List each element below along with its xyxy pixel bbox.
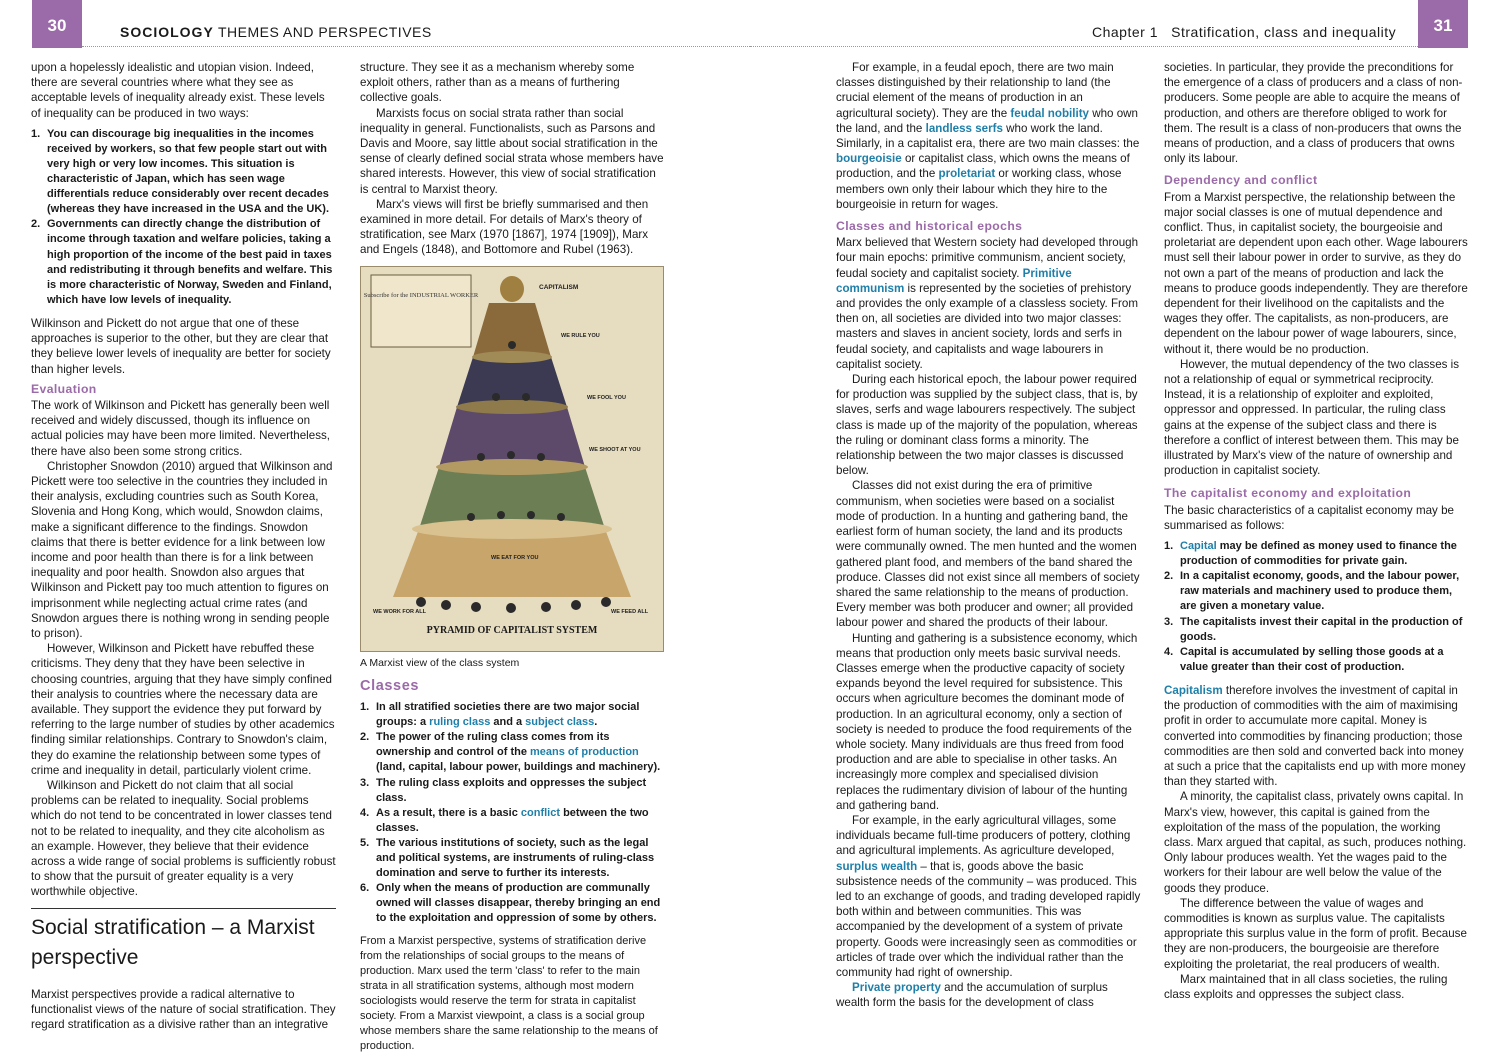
list-item: 2. In a capitalist economy, goods, and the labour power, raw materials and machinery used to produce them, are given a monetary value.	[1164, 570, 1460, 613]
poster-title: PYRAMID OF CAPITALIST SYSTEM	[426, 624, 598, 636]
numbered-list	[31, 127, 336, 308]
paragraph: The basic characteristics of a capitalist economy may be summarised as follows:	[1164, 503, 1454, 532]
pyramid-poster-image	[360, 266, 664, 652]
paragraph: Marx maintained that in all class societies, the ruling class exploits and oppresses the subject class.	[1164, 972, 1448, 1001]
paragraph: Wilkinson and Pickett do not claim that all social problems can be related to inequality. Social problems which do not tend to be concentrated in lower classes tend not to be related to inequality, and they cite alcoholism as an example. However, they believe that their evidence across a wide range of social problems is sufficiently robust to show that the pursuit of greater equality is a very worthwhile objective.	[31, 779, 336, 899]
paragraph: From a Marxist perspective, the relationship between the major social classes is one of mutual dependence and conflict. Thus, in capitalist society, the bourgeoisie and proletariat are dependent upon each other. Wage labourers must sell their labour power in order to survive, as they do not own a part of the means of production and lack the means to produce goods independently. They are therefore dependent for their livelihood on the capitalists and the wages they offer. The capitalists, as non-producers, are dependent on the labour power of wage labourers, since, without it, there would be no production.	[1164, 190, 1468, 356]
section-title: Social stratification – a Marxist perspective	[31, 908, 336, 973]
header-title: Stratification, class and inequality	[1171, 24, 1397, 40]
key-term: feudal nobility	[1010, 106, 1090, 120]
header-rule	[82, 46, 750, 47]
pyramid-illustration	[361, 267, 663, 651]
paragraph: The difference between the value of wages and commodities is known as surplus value. The capitalists appropriate this surplus value in the form of profit. Because they are non-producers, the bourgeoisie are therefore exploiting the proletariat, the real producers of wealth.	[1164, 896, 1467, 971]
paragraph: Classes did not exist during the era of primitive communism, when societies were based on a socialist mode of production. In a hunting and gathering band, the earliest form of human society, the land and its products were communally owned. The men hunted and the women gathered plant food, and members of the band shared the produce. Classes did not exist since all members of society shared the same relationship to the means of production. Every member was both producer and owner; all provided labour power and shared the products of their labour.	[836, 479, 1140, 630]
paragraph: However, Wilkinson and Pickett have rebuffed these criticisms. They deny that they have been selective in choosing countries, arguing that they have simply confined their analysis to countries where the necessary data are available. They support the evidence they put forward by referring to the large number of studies by other academics finding similar relationships. Contrary to Snowdon's claim, they do examine the relationship between some types of crime and inequality in detail, particularly violent crime.	[31, 642, 335, 777]
paragraph: For example, in a feudal epoch, there are two main classes distinguished by their relationship to land (the crucial element of the means of production in an agricultural society). They are the feudal nobility who own the land, and the landless serfs who work the land. Similarly, in a capitalist era, there are two main classes: the bourgeoisie or capitalist class, which owns the means of production, and the proletariat or working class, whose members own only their labour which they hire to the bourgeoisie in return for wages.	[836, 61, 1140, 211]
page-number: 31	[1418, 0, 1468, 48]
header-rule	[750, 46, 1418, 47]
paragraph: Private property and the accumulation of surplus wealth form the basis for the development of class	[836, 981, 1108, 1010]
right-column-2	[1164, 60, 1470, 1002]
poster-capitalism-label: CAPITALISM	[539, 283, 579, 291]
key-term: Capitalism	[1164, 683, 1223, 697]
poster-we-fool-label: WE FOOL YOU	[587, 394, 626, 401]
list-item: 1. You can discourage big inequalities in the incomes received by workers, so that few people start out with very high or very low incomes. This situation is characteristic of Japan, which has seen wage differentials reduce considerably over recent decades (whereas they have increased in the USA and the UK).	[31, 127, 330, 216]
paragraph: Hunting and gathering is a subsistence economy, which means that production only meets basic survival needs. Classes emerge when the productive capacity of society expands beyond the level required for subsistence. This occurs when agriculture becomes the dominant mode of production. In an agricultural economy, only a section of society is needed to produce the food requirements of the whole society. Many individuals are thus freed from food production and are able to specialise in other tasks. An increasingly more complex and specialised division replaces the rudimentary division of labour of the hunting and gathering band.	[836, 631, 1138, 812]
key-term: surplus wealth	[836, 859, 918, 873]
subheading-dependency: Dependency and conflict	[1164, 173, 1318, 188]
numbered-list	[1164, 539, 1470, 675]
paragraph: The work of Wilkinson and Pickett has generally been well received and widely discussed, though its influence on actual policies may have been more limited. Nevertheless, there have also been some strong critics.	[31, 398, 331, 458]
list-item: 3. The ruling class exploits and oppresses the subject class.	[360, 776, 647, 804]
poster-we-eat-label: WE EAT FOR YOU	[491, 554, 539, 561]
right-column-1	[836, 60, 1141, 1011]
subheading-capitalist-economy: The capitalist economy and exploitation	[1164, 486, 1412, 501]
key-term: Capital	[1180, 540, 1217, 553]
header-rest: THEMES AND PERSPECTIVES	[217, 24, 432, 40]
list-item: 4. Capital is accumulated by selling those goods at a value greater than their cost of production.	[1164, 645, 1444, 673]
paragraph: Christopher Snowdon (2010) argued that Wilkinson and Pickett were too selective in the countries they included in their analysis, excluding countries such as South Korea, Slovenia and Hong Kong, which would, Snowdon claims, make a significant difference to the findings. Snowdon claims that there is better evidence for a link between low income and poor health than there is for a link between inequality and poor health. Snowdon also argues that Wilkinson and Pickett pay too much attention to figures on imprisonment while neglecting actual crime rates (and Snowdon argues there is nothing wrong in sending people to prison).	[31, 459, 333, 640]
key-term: Private property	[852, 981, 941, 995]
right-page	[750, 0, 1500, 1035]
header-bold: SOCIOLOGY	[120, 24, 214, 40]
key-term: proletariat	[938, 167, 996, 181]
poster-banner-text: Subscribe for the INDUSTRIAL WORKER	[363, 291, 479, 299]
paragraph: Marx believed that Western society had developed through four main epochs: primitive communism, ancient society, feudal society and capitalist society. Primitive communism is represented by the societies of prehistory and provides the only example of a classless society. From then on, all societies are divided into two major classes: masters and slaves in ancient society, lords and serfs in feudal society, and capitalists and wage labourers in capitalist society.	[836, 236, 1139, 371]
figure-caption: A Marxist view of the class system	[360, 656, 520, 669]
left-page	[0, 0, 750, 1053]
paragraph: Marxists focus on social strata rather than social inequality in general. Functionalists, such as Parsons and Davis and Moore, say little about social stratification in the sense of clearly defined social strata whose members have shared interests. However, this view of social stratification is central to Marxist theory.	[360, 106, 664, 196]
paragraph: A minority, the capitalist class, privately owns capital. In Marx's view, however, this capital is gained from the exploitation of the mass of the population, the working class. Marx argued that capital, as such, produces nothing. Only labour produces wealth. Yet the wages paid to the workers for their labour are well below the value of the goods they produce.	[1164, 790, 1467, 895]
running-header	[120, 24, 432, 40]
poster-we-feed-label: WE FEED ALL	[611, 608, 649, 615]
key-term: bourgeoisie	[836, 152, 902, 166]
paragraph: Wilkinson and Pickett do not argue that one of these approaches is superior to the other, but they are clear that they believe lower levels of inequality are better for society than higher levels.	[31, 316, 331, 376]
left-column-2	[360, 60, 664, 1054]
page-number: 30	[32, 0, 82, 48]
paragraph: During each historical epoch, the labour power required for production was supplied by the subject class, that is, by slaves, serfs and wage labourers respectively. The subject class is made up of the majority of the population, whereas the ruling or dominant class forms a minority. The relationship between the two major classes is discussed below.	[836, 373, 1138, 478]
paragraph: Marxist perspectives provide a radical alternative to functionalist views of the nature of social stratification. They regard stratification as a divisive rather than an integrative	[31, 987, 336, 1032]
key-term: means of production	[530, 746, 639, 759]
numbered-list	[360, 700, 664, 926]
paragraph: Marx's views will first be briefly summarised and then examined in more detail. For details of Marx's theory of stratification, see Marx (1970 [1867], 1974 [1909]), Marx and Engels (1848), and Bottomore and Rubel (1963).	[360, 197, 649, 257]
heading-classes: Classes	[360, 677, 420, 694]
paragraph: From a Marxist perspective, systems of stratification derive from the relationships of social groups to the means of production. Marx used the term 'class' to refer to the main strata in all stratification systems, although most modern sociologists would reserve the term for strata in capitalist society. From a Marxist viewpoint, a class is a social group whose members share the same relationship to the means of production.	[360, 935, 658, 1053]
key-term: ruling class	[429, 716, 491, 729]
key-term: Primitive communism	[836, 266, 1072, 295]
subheading-evaluation: Evaluation	[31, 381, 97, 396]
list-item: 6. Only when the means of production are communally owned will classes disappear, thereby bringing an end to the exploitation and oppression of some by others.	[360, 882, 661, 925]
poster-we-shoot-label: WE SHOOT AT YOU	[589, 446, 641, 453]
paragraph: For example, in the early agricultural villages, some individuals became full-time producers of pottery, clothing and agricultural implements. As agriculture developed, surplus wealth – that is, goods above the basic subsistence needs of the community – was produced. This led to an exchange of goods, and trading developed rapidly both within and between communities. This was accompanied by the development of a system of private property. Goods were increasingly seen as commodities or articles of trade over which the individual rather than the community had right of ownership.	[836, 813, 1141, 979]
paragraph: However, the mutual dependency of the two classes is not a relationship of equal or symmetrical reciprocity. Instead, it is a relationship of exploiter and exploited, oppressor and oppressed. In particular, the ruling class gains at the expense of the subject class and there is therefore a conflict of interest between them. This may be illustrated by Marx's view of the nature of ownership and production in capitalist society.	[1164, 357, 1460, 478]
list-item: 1. Capital may be defined as money used to finance the production of commodities for private gain.	[1164, 540, 1457, 568]
paragraph: Capitalism therefore involves the investment of capital in the production of commodities with the aim of maximising profit in order to accumulate more capital. Money is converted into commodities by financing production; those commodities are then sold and converted back into money at such a price that the capitalists end up with more money than they started with.	[1164, 683, 1466, 789]
key-term: subject class	[525, 716, 595, 729]
poster-we-rule-label: WE RULE YOU	[561, 332, 600, 339]
header-chapter: Chapter 1	[1092, 24, 1158, 40]
poster-we-work-label: WE WORK FOR ALL	[373, 608, 426, 615]
list-item: 3. The capitalists invest their capital in the production of goods.	[1164, 615, 1463, 643]
list-item: 4. As a result, there is a basic conflict between the two classes.	[360, 806, 649, 834]
key-term: conflict	[520, 806, 561, 819]
paragraph: structure. They see it as a mechanism whereby some exploit others, rather than as a means of furthering collective goals.	[360, 61, 635, 105]
paragraph: societies. In particular, they provide the preconditions for the emergence of a class of producers and a class of non-producers. Some people are able to acquire the means of production, and others are therefore obliged to work for them. The result is a class of non-producers that owns the means of production, and a class of producers that owns only its labour.	[1164, 61, 1463, 166]
list-item: 1. In all stratified societies there are two major social groups: a ruling class and a subject class.	[360, 701, 640, 729]
list-item: 2. Governments can directly change the distribution of income through taxation and welfare policies, taking a high proportion of the income of the best paid in taxes and redistributing it through benefits and welfare. This is more characteristic of Norway, Sweden and Finland, which have low levels of inequality.	[31, 218, 333, 306]
key-term: landless serfs	[925, 121, 1003, 135]
left-column-1	[31, 60, 336, 1032]
paragraph: upon a hopelessly idealistic and utopian vision. Indeed, there are several countries where what they see as acceptable levels of inequality already exist. These levels of inequality can be produced in two ways:	[31, 61, 325, 120]
list-item: 2. The power of the ruling class comes from its ownership and control of the means of production (land, capital, labour power, buildings and machinery).	[360, 731, 661, 774]
subheading-epochs: Classes and historical epochs	[836, 219, 1023, 234]
running-header	[1092, 24, 1396, 40]
list-item: 5. The various institutions of society, such as the legal and political systems, are instruments of ruling-class domination and serve to further its interests.	[360, 836, 655, 880]
